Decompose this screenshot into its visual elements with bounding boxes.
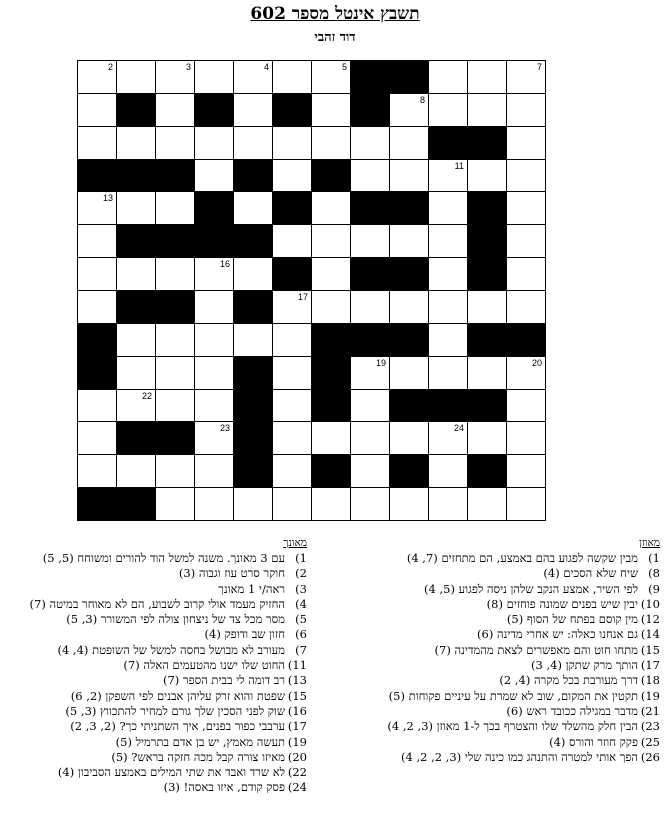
clue-text: ערבבי כפור בפנים, איך השתניתי כך? (2, 3, 2): [70, 719, 285, 734]
cell-number: 24: [453, 423, 464, 434]
grid-cell[interactable]: [116, 60, 156, 94]
down-clue: [7, 658, 307, 673]
block-cell: [311, 356, 351, 390]
clue-number: 20): [287, 749, 307, 764]
clue-number: 11): [287, 658, 307, 673]
clue-text: שוק לפני הסכין שלך גורם למחיר להתכווץ (3, 5): [65, 703, 285, 718]
cell-number: 5: [341, 62, 347, 72]
block-cell: [311, 323, 351, 357]
grid-cell[interactable]: [233, 191, 273, 225]
grid-cell[interactable]: [272, 389, 312, 423]
block-cell: [428, 126, 468, 160]
grid-cell[interactable]: [116, 454, 156, 488]
across-clue: [402, 566, 660, 581]
block-cell: [155, 290, 195, 324]
grid-cell[interactable]: [272, 290, 312, 324]
grid-cell[interactable]: [389, 224, 429, 258]
block-cell: [389, 60, 429, 94]
grid-cell[interactable]: [155, 191, 195, 225]
block-cell: [116, 421, 156, 455]
across-clue: [402, 673, 660, 688]
clue-text: הפך אותי למטרה והתנהג כמו כינה שלי (3, 2, 2, 4): [400, 749, 638, 764]
grid-cell[interactable]: [272, 224, 312, 258]
clue-text: לפי השיר, אמצע הנקב שלהן ניסה לפגוע (5, 4): [424, 581, 638, 596]
clue-number: 22): [287, 765, 307, 780]
clue-text: שיח שלא הסכים (4): [543, 566, 638, 581]
clue-number: 8): [648, 566, 660, 581]
clue-number: 23): [640, 719, 660, 734]
grid-cell[interactable]: [311, 257, 351, 291]
block-cell: [194, 224, 234, 258]
clue-text: הותך מרק שתקן (4, 3): [530, 658, 638, 673]
block-cell: [233, 421, 273, 455]
clue-number: 13): [287, 673, 307, 688]
down-clue: [7, 643, 307, 658]
across-clues: [387, 537, 660, 765]
clue-text: ראה/י 1 מאונך: [218, 581, 285, 596]
grid-cell[interactable]: [155, 93, 195, 127]
grid-cell[interactable]: [506, 224, 546, 258]
block-cell: [116, 487, 156, 521]
grid-cell[interactable]: [194, 421, 234, 455]
grid-cell[interactable]: [389, 356, 429, 390]
grid-cell[interactable]: [467, 356, 507, 390]
clue-number: 12): [640, 612, 660, 627]
grid-cell[interactable]: [506, 191, 546, 225]
across-clue: [402, 627, 660, 642]
clue-number: 17): [287, 719, 307, 734]
grid-cell[interactable]: [506, 60, 546, 94]
clue-number: 18): [640, 673, 660, 688]
grid-cell[interactable]: [233, 126, 273, 160]
clue-text: דרך מעורבת בכל מקרה (4, 2): [499, 673, 638, 688]
cell-number: 11: [454, 160, 464, 171]
clue-text: רב דומה לי בבית הספר (7): [162, 673, 285, 688]
grid-cell[interactable]: [194, 60, 234, 94]
grid-cell[interactable]: [506, 487, 546, 521]
grid-cell[interactable]: [155, 389, 195, 423]
grid-cell[interactable]: [428, 323, 468, 357]
across-clue: [402, 551, 660, 566]
block-cell: [467, 389, 507, 423]
grid-cell[interactable]: [77, 389, 117, 423]
grid-cell[interactable]: [155, 487, 195, 521]
cell-number: 19: [375, 357, 386, 368]
grid-cell[interactable]: [506, 389, 546, 423]
down-clue-list: [7, 551, 307, 796]
clue-text: מסר מכל צד של ניצחון צולה לפי המשורר (3, 5): [66, 612, 285, 627]
grid-cell[interactable]: [155, 60, 195, 94]
grid-cell[interactable]: [77, 290, 117, 324]
block-cell: [155, 159, 195, 193]
across-clue: [402, 597, 660, 612]
clue-number: 7): [295, 642, 307, 657]
grid-cell[interactable]: [116, 389, 156, 423]
grid-cell[interactable]: [194, 487, 234, 521]
block-cell: [77, 487, 117, 521]
grid-cell[interactable]: [272, 487, 312, 521]
across-clue: [402, 735, 660, 750]
clue-text: מאיזו צורה קבל מכה חזקה בראש? (5): [111, 749, 285, 764]
block-cell: [350, 323, 390, 357]
down-clue: [7, 612, 307, 627]
grid-cell[interactable]: [194, 257, 234, 291]
block-cell: [467, 126, 507, 160]
cell-number: 7: [536, 62, 542, 72]
grid-cell[interactable]: [428, 421, 468, 455]
grid-cell[interactable]: [467, 159, 507, 193]
grid-cell[interactable]: [428, 454, 468, 488]
block-cell: [389, 257, 429, 291]
grid-cell[interactable]: [77, 421, 117, 455]
block-cell: [77, 323, 117, 357]
block-cell: [389, 191, 429, 225]
clue-text: הבין חלק מהשלד שלו והצטרף בכך ל-1 מאוזן (3, 2, 4): [387, 719, 638, 734]
grid-cell[interactable]: [233, 93, 273, 127]
grid-cell[interactable]: [467, 290, 507, 324]
clue-text: מין קוסם בפתח של הסוף (5): [506, 612, 638, 627]
across-clue-list: [387, 551, 660, 765]
grid-cell[interactable]: [194, 454, 234, 488]
down-clue: [7, 780, 307, 795]
grid-cell[interactable]: [506, 159, 546, 193]
grid-cell[interactable]: [428, 93, 468, 127]
clue-text: מתחו חוט והם מאפשרים לצאת מהמדינה (7): [434, 642, 638, 657]
clue-text: החוט שלו ישנו מהטעמים האלה (7): [123, 658, 285, 673]
grid-cell[interactable]: [389, 159, 429, 193]
grid-cell[interactable]: [467, 421, 507, 455]
grid-cell[interactable]: [155, 356, 195, 390]
clue-text: מעורב לא מבושל בחסה למשל של השופטת (4, 4): [57, 642, 285, 657]
across-clue: [402, 612, 660, 627]
grid-cell[interactable]: [467, 93, 507, 127]
grid-cell[interactable]: [272, 454, 312, 488]
clue-text: פסק קודם, איזו באסה! (3): [163, 780, 285, 795]
block-cell: [506, 323, 546, 357]
grid-cell[interactable]: [311, 421, 351, 455]
down-clue: [7, 735, 307, 750]
cell-number: 4: [263, 62, 269, 72]
grid-cell[interactable]: [428, 60, 468, 94]
grid-cell[interactable]: [506, 454, 546, 488]
grid-cell[interactable]: [116, 323, 156, 357]
block-cell: [77, 356, 117, 390]
block-cell: [155, 421, 195, 455]
grid-cell[interactable]: [272, 356, 312, 390]
across-clue: [402, 582, 660, 597]
clue-text: החזיק מעמד אולי קרוב לשבוע, הם לא מאוחר במיטה (7): [29, 596, 285, 611]
clue-number: 17): [640, 658, 660, 673]
down-clue: [7, 719, 307, 734]
clue-text: חזון שב ודופק (4): [204, 627, 285, 642]
block-cell: [467, 454, 507, 488]
cell-number: 3: [185, 62, 191, 72]
grid-cell[interactable]: [311, 93, 351, 127]
down-clue: [7, 582, 307, 597]
grid-cell[interactable]: [272, 323, 312, 357]
block-cell: [233, 290, 273, 324]
cell-number: 16: [219, 259, 230, 270]
grid-cell[interactable]: [428, 356, 468, 390]
grid-cell[interactable]: [155, 323, 195, 357]
grid-cell[interactable]: [233, 60, 273, 94]
grid-cell[interactable]: [428, 191, 468, 225]
grid-cell[interactable]: [116, 126, 156, 160]
grid-cell[interactable]: [428, 224, 468, 258]
grid-cell[interactable]: [233, 257, 273, 291]
clue-text: תקטין את המקום, שוב לא שמרת על עיניים פקוחות (5): [388, 688, 638, 703]
grid-cell[interactable]: [272, 60, 312, 94]
grid-cell[interactable]: [389, 126, 429, 160]
clue-number: 3): [295, 581, 307, 596]
clue-number: 6): [295, 627, 307, 642]
clue-number: 2): [295, 566, 307, 581]
clue-text: מדבר במגילה ככובד ראש (6): [506, 703, 638, 718]
grid-cell[interactable]: [77, 126, 117, 160]
clue-number: 26): [640, 749, 660, 764]
block-cell: [467, 224, 507, 258]
grid-cell[interactable]: [506, 126, 546, 160]
block-cell: [467, 323, 507, 357]
grid-cell[interactable]: [350, 290, 390, 324]
clue-number: 1): [648, 551, 660, 565]
grid-cell[interactable]: [506, 93, 546, 127]
block-cell: [311, 159, 351, 193]
grid-cell[interactable]: [428, 159, 468, 193]
clue-number: 24): [287, 780, 307, 795]
grid-cell[interactable]: [428, 487, 468, 521]
block-cell: [194, 93, 234, 127]
clue-text: גם אנחנו כאלה: יש אחרי מדינה (6): [477, 627, 638, 642]
grid-cell[interactable]: [155, 257, 195, 291]
block-cell: [428, 389, 468, 423]
block-cell: [116, 224, 156, 258]
grid-cell[interactable]: [311, 60, 351, 94]
down-heading: מאונך: [283, 537, 307, 549]
grid-cell[interactable]: [194, 290, 234, 324]
grid-cell[interactable]: [350, 159, 390, 193]
grid-cell[interactable]: [155, 126, 195, 160]
across-clue: [402, 643, 660, 658]
block-cell: [350, 60, 390, 94]
block-cell: [389, 389, 429, 423]
grid-cell[interactable]: [233, 323, 273, 357]
grid-cell[interactable]: [77, 93, 117, 127]
cell-number: 13: [102, 193, 113, 204]
block-cell: [389, 323, 429, 357]
grid-cell[interactable]: [116, 356, 156, 390]
clue-text: חוקר סרט עוז וגבוה (3): [178, 566, 285, 581]
grid-cell[interactable]: [194, 323, 234, 357]
clue-number: 15): [287, 688, 307, 703]
block-cell: [272, 257, 312, 291]
down-clue: [7, 597, 307, 612]
grid-cell[interactable]: [116, 191, 156, 225]
clue-number: 10): [640, 596, 660, 611]
cell-number: 17: [297, 292, 308, 302]
grid-cell[interactable]: [77, 454, 117, 488]
clue-number: 19): [640, 688, 660, 703]
down-clue: [7, 704, 307, 719]
clue-number: 9): [648, 581, 660, 596]
clue-text: תעשה מאמץ, יש בן אדם בתרמיל (5): [115, 734, 285, 749]
down-clue: [7, 750, 307, 765]
grid-cell[interactable]: [506, 290, 546, 324]
grid-cell[interactable]: [506, 421, 546, 455]
grid-cell[interactable]: [350, 487, 390, 521]
block-cell: [350, 191, 390, 225]
cell-number: 20: [531, 357, 542, 368]
down-clue: [7, 566, 307, 581]
block-cell: [389, 454, 429, 488]
grid-cell[interactable]: [272, 421, 312, 455]
grid-cell[interactable]: [77, 60, 117, 94]
clue-number: 15): [640, 642, 660, 657]
block-cell: [116, 93, 156, 127]
grid-cell[interactable]: [311, 191, 351, 225]
grid-cell[interactable]: [311, 126, 351, 160]
cell-number: 22: [141, 390, 152, 401]
block-cell: [233, 356, 273, 390]
clue-text: יבין שיש בפנים שמונה פוחזים (8): [486, 596, 638, 611]
block-cell: [311, 454, 351, 488]
block-cell: [116, 159, 156, 193]
crossword-grid[interactable]: [77, 60, 545, 520]
grid-cell[interactable]: [467, 487, 507, 521]
grid-cell[interactable]: [389, 421, 429, 455]
across-clue: [402, 704, 660, 719]
grid-cell[interactable]: [194, 126, 234, 160]
clue-number: 19): [287, 734, 307, 749]
down-clue: [7, 765, 307, 780]
grid-cell[interactable]: [272, 159, 312, 193]
down-clue: [7, 551, 307, 566]
across-clue: [387, 719, 660, 734]
block-cell: [467, 257, 507, 291]
block-cell: [233, 389, 273, 423]
grid-cell[interactable]: [194, 389, 234, 423]
grid-cell[interactable]: [311, 487, 351, 521]
clue-number: 16): [287, 703, 307, 718]
block-cell: [155, 224, 195, 258]
grid-cell[interactable]: [194, 159, 234, 193]
clue-text: עם 3 מאונך. משנה למשל הוד להורים ומשוחח (5, 5): [42, 551, 285, 565]
clue-number: 25): [640, 734, 660, 749]
grid-cell[interactable]: [155, 454, 195, 488]
grid-cell[interactable]: [350, 421, 390, 455]
across-clue: [388, 688, 660, 704]
grid-cell[interactable]: [467, 60, 507, 94]
grid-cell[interactable]: [194, 356, 234, 390]
cell-number: 2: [107, 62, 113, 72]
block-cell: [233, 159, 273, 193]
down-clue: [7, 673, 307, 688]
block-cell: [272, 93, 312, 127]
block-cell: [350, 257, 390, 291]
grid-cell[interactable]: [389, 487, 429, 521]
puzzle-title: תשבץ אינטל מספר 602: [250, 4, 420, 24]
down-clue: [7, 689, 307, 704]
clue-text: שפטת והוא זרק עליהן אבנים לפי השפקן (2, 6): [70, 688, 285, 703]
grid-cell[interactable]: [389, 290, 429, 324]
grid-cell[interactable]: [311, 290, 351, 324]
grid-cell[interactable]: [350, 126, 390, 160]
cell-number: 23: [219, 423, 230, 434]
grid-cell[interactable]: [350, 224, 390, 258]
grid-cell[interactable]: [350, 356, 390, 390]
cell-number: 8: [419, 94, 425, 105]
clue-number: 21): [640, 703, 660, 718]
clue-number: 5): [295, 612, 307, 627]
grid-cell[interactable]: [350, 454, 390, 488]
clue-number: 14): [640, 627, 660, 642]
across-heading: מאוזן: [639, 537, 660, 549]
block-cell: [194, 191, 234, 225]
clue-number: 4): [295, 596, 307, 611]
grid-cell[interactable]: [389, 93, 429, 127]
block-cell: [77, 159, 117, 193]
clue-text: פקק חוזר והורס (4): [549, 734, 638, 749]
grid-cell[interactable]: [428, 257, 468, 291]
across-clue: [402, 750, 660, 765]
grid-cell[interactable]: [77, 191, 117, 225]
block-cell: [233, 224, 273, 258]
grid-cell[interactable]: [506, 257, 546, 291]
block-cell: [467, 191, 507, 225]
clue-text: לא שרד ואבד את שתי המילים באמצע הסביבון (4): [57, 765, 285, 780]
clue-number: 1): [295, 551, 307, 565]
grid-cell[interactable]: [350, 389, 390, 423]
grid-cell[interactable]: [311, 224, 351, 258]
block-cell: [233, 454, 273, 488]
block-cell: [116, 290, 156, 324]
block-cell: [272, 191, 312, 225]
grid-cell[interactable]: [77, 257, 117, 291]
grid-cell[interactable]: [272, 126, 312, 160]
down-clue: [7, 627, 307, 642]
across-clue: [402, 658, 660, 673]
clue-text: מבין שקשה לפגוע בהם באמצע, הם מתחזים (7, 4): [406, 551, 638, 565]
block-cell: [311, 389, 351, 423]
grid-cell[interactable]: [428, 290, 468, 324]
block-cell: [350, 93, 390, 127]
grid-cell[interactable]: [233, 487, 273, 521]
grid-cell[interactable]: [506, 356, 546, 390]
puzzle-author: דוד זהבי: [314, 30, 356, 45]
grid-cell[interactable]: [77, 224, 117, 258]
grid-cell[interactable]: [116, 257, 156, 291]
down-clues: [7, 537, 307, 796]
